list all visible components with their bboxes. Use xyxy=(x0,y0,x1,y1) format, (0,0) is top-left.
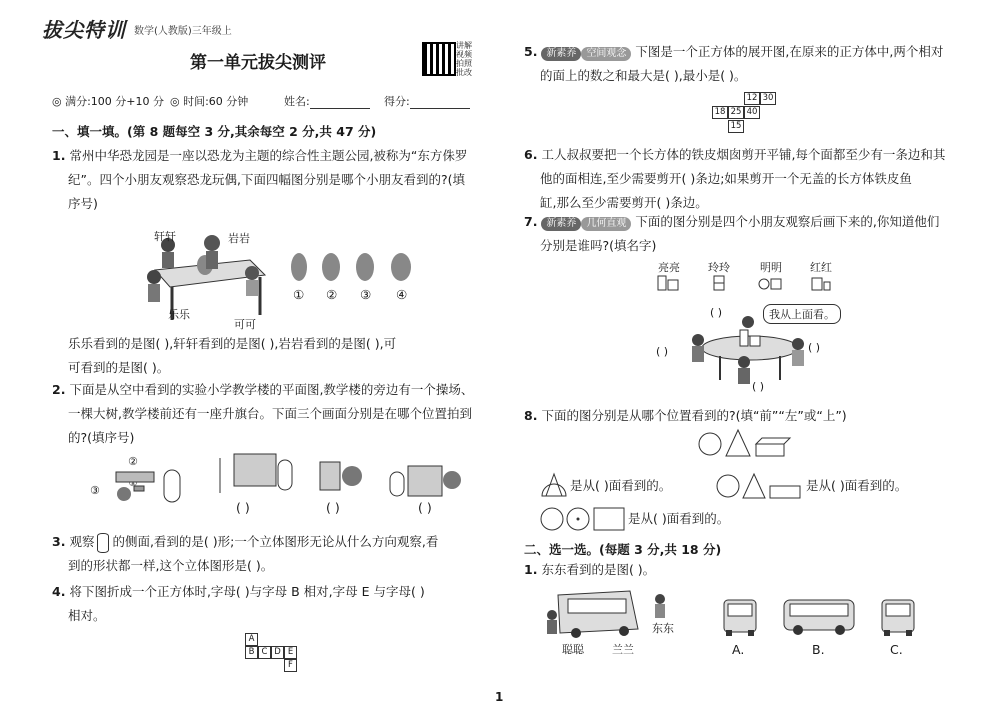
net-cell: A xyxy=(245,633,258,646)
q2-text-2: 一棵大树,教学楼前还有一座升旗台。下面三个画面分别是在哪个位置拍到 xyxy=(68,406,472,421)
option-b[interactable]: B. xyxy=(812,642,825,657)
kid-label-xuanxuan: 轩轩 xyxy=(154,230,176,243)
score-label: 得分: xyxy=(384,95,410,108)
option-1: ① xyxy=(293,287,305,302)
net-cell: 40 xyxy=(744,106,760,119)
q1-number: 1. xyxy=(52,148,66,163)
qr-code-icon[interactable] xyxy=(422,42,456,76)
net-cell: D xyxy=(271,646,284,659)
option-2: ② xyxy=(326,287,338,302)
q8-text: 下面的图分别是从哪个位置看到的?(填“前”“左”或“上”) xyxy=(541,408,847,423)
q1-answer-line-1: 乐乐看到的是图( ),轩轩看到的是图( ),岩岩看到的是图( ),可 xyxy=(68,336,397,351)
label-dongdong: 东东 xyxy=(652,622,674,635)
question-1 xyxy=(52,144,482,216)
q1-text-2: 纪”。四个小朋友观察恐龙玩偶,下面四幅图分别是哪个小朋友看到的?(填 xyxy=(68,172,465,187)
q2-blank-2[interactable]: ( ) xyxy=(326,500,340,515)
q8-answer-3[interactable]: 是从( )面看到的。 xyxy=(628,511,730,526)
q8-number: 8. xyxy=(524,408,538,423)
space-concept-tag: 空间观念 xyxy=(581,47,631,61)
question-3 xyxy=(52,530,482,578)
name-field[interactable] xyxy=(284,93,370,109)
q8-answer-2[interactable]: 是从( )面看到的。 xyxy=(806,478,908,493)
net-cell: E xyxy=(284,646,297,659)
kid-label-lele: 乐乐 xyxy=(168,308,190,321)
q3-number: 3. xyxy=(52,534,66,549)
kid-name-lingling: 玲玲 xyxy=(708,261,730,274)
label-lanlan: 兰兰 xyxy=(612,643,634,656)
kid-name-honghong: 红红 xyxy=(810,261,832,274)
q5-number: 5. xyxy=(524,44,538,59)
section-choose: 二、选一选。(每题 3 分,共 18 分) xyxy=(524,542,722,557)
page-number: 1 xyxy=(495,690,504,704)
kid-label-yanyan: 岩岩 xyxy=(228,232,250,245)
score-field[interactable] xyxy=(384,93,470,109)
photo-view-1 xyxy=(212,448,302,498)
q7-text: 下面的图分别是四个小朋友观察后画下来的,你知道他们 xyxy=(635,214,940,229)
q1-text-3: 序号) xyxy=(68,196,98,211)
q5-text-2: 的面上的数之和最大是( ),最小是( )。 xyxy=(540,68,747,83)
net-cell: 25 xyxy=(728,106,744,119)
page-title: 第一单元拔尖测评 xyxy=(190,53,326,73)
q6-text-2: 他的面相连,至少需要剪开( )条边;如果剪开一个无盖的长方体铁皮鱼 xyxy=(540,171,912,186)
bus-scene xyxy=(540,585,680,645)
position-3-label: ③ xyxy=(90,484,100,497)
q7-blank-right[interactable]: ( ) xyxy=(808,341,821,354)
q2-blank-3[interactable]: ( ) xyxy=(418,500,432,515)
net-cell: 15 xyxy=(728,120,744,133)
label-congcong: 聪聪 xyxy=(562,643,584,656)
school-plan-view xyxy=(104,464,184,508)
question-7 xyxy=(524,210,964,258)
q6-number: 6. xyxy=(524,147,538,162)
view-shape-2 xyxy=(716,472,802,500)
section-fill-in: 一、填一填。(第 8 题每空 3 分,其余每空 2 分,共 47 分) xyxy=(52,124,377,139)
question-4 xyxy=(52,580,482,628)
bus-side-view xyxy=(782,598,856,638)
net-cell: C xyxy=(258,646,271,659)
new-literacy-tag: 新素养 xyxy=(541,217,581,231)
q1-answer-line-2: 可看到的是图( )。 xyxy=(68,360,170,375)
q3-text: 观察 xyxy=(69,534,95,549)
option-3: ③ xyxy=(360,287,372,302)
full-score: ◎ 满分:100 分+10 分 xyxy=(52,95,165,108)
photo-view-2 xyxy=(314,452,364,496)
drawn-views xyxy=(652,274,842,294)
q7-number: 7. xyxy=(524,214,538,229)
bus-front-view xyxy=(720,598,760,638)
name-label: 姓名: xyxy=(284,95,310,108)
speech-bubble: 我从上面看。 xyxy=(763,304,841,324)
view-shape-1 xyxy=(540,472,568,498)
q7-blank-top[interactable]: ( ) xyxy=(710,306,723,319)
net-cell: 18 xyxy=(712,106,728,119)
q3-text-2: 的侧面,看到的是( )形;一个立体图形无论从什么方向观察,看 xyxy=(112,534,439,549)
view-shape-3 xyxy=(540,506,626,532)
question-5 xyxy=(524,40,964,88)
brand-logo: 拔尖特训 xyxy=(42,18,126,42)
q4-text: 将下图折成一个正方体时,字母( )与字母 B 相对,字母 E 与字母( ) xyxy=(69,584,425,599)
net-cell: F xyxy=(284,659,297,672)
q2-number: 2. xyxy=(52,382,66,397)
q8-answer-1[interactable]: 是从( )面看到的。 xyxy=(570,478,672,493)
kid-label-keke: 可可 xyxy=(234,318,256,331)
s1-text: 东东看到的是图( )。 xyxy=(541,562,656,577)
cylinder-icon xyxy=(97,533,109,553)
question-6 xyxy=(524,143,964,215)
book-subtitle: 数学(人教版)三年级上 xyxy=(134,26,232,37)
new-literacy-tag: 新素养 xyxy=(541,47,581,61)
q4-text-2: 相对。 xyxy=(68,608,106,623)
geometry-intuition-tag: 几何直观 xyxy=(581,217,631,231)
net-cell: B xyxy=(245,646,258,659)
dinosaur-views xyxy=(287,245,422,285)
bus-back-view xyxy=(878,598,918,638)
q3-text-3: 到的形状都一样,这个立体图形是( )。 xyxy=(68,558,274,573)
question-2 xyxy=(52,378,482,450)
option-a[interactable]: A. xyxy=(732,642,745,657)
net-cell: 30 xyxy=(760,92,776,105)
q7-text-2: 分别是谁吗?(填名字) xyxy=(540,238,657,253)
kid-name-mingming: 明明 xyxy=(760,261,782,274)
q2-text: 下面是从空中看到的实验小学教学楼的平面图,教学楼的旁边有一个操场、 xyxy=(69,382,474,397)
solid-shapes xyxy=(696,428,796,458)
option-c[interactable]: C. xyxy=(890,642,903,657)
q5-text: 下图是一个正方体的展开图,在原来的正方体中,两个相对 xyxy=(635,44,944,59)
time-limit: ◎ 时间:60 分钟 xyxy=(170,95,249,108)
choice-question-1 xyxy=(524,558,655,582)
q6-text-3: 缸,那么至少需要剪开( )条边。 xyxy=(540,195,708,210)
option-4: ④ xyxy=(396,287,408,302)
q4-number: 4. xyxy=(52,584,66,599)
question-8 xyxy=(524,404,964,428)
q2-blank-1[interactable]: ( ) xyxy=(236,500,250,515)
q2-text-3: 的?(填序号) xyxy=(68,430,135,445)
position-2-label: ② xyxy=(128,455,138,468)
q7-blank-left[interactable]: ( ) xyxy=(656,345,669,358)
net-cell: 12 xyxy=(744,92,760,105)
q6-text: 工人叔叔要把一个长方体的铁皮烟囱剪开平铺,每个面都至少有一条边和其 xyxy=(541,147,946,162)
kid-name-liangliang: 亮亮 xyxy=(658,261,680,274)
qr-caption: 讲解视频 拍照批改 xyxy=(456,41,472,77)
q1-answer[interactable] xyxy=(68,332,488,380)
s1-number: 1. xyxy=(524,562,538,577)
q1-text: 常州中华恐龙园是一座以恐龙为主题的综合性主题公园,被称为“东方侏罗 xyxy=(69,148,468,163)
photo-view-3 xyxy=(386,462,466,502)
q7-blank-bottom[interactable]: ( ) xyxy=(752,380,765,393)
